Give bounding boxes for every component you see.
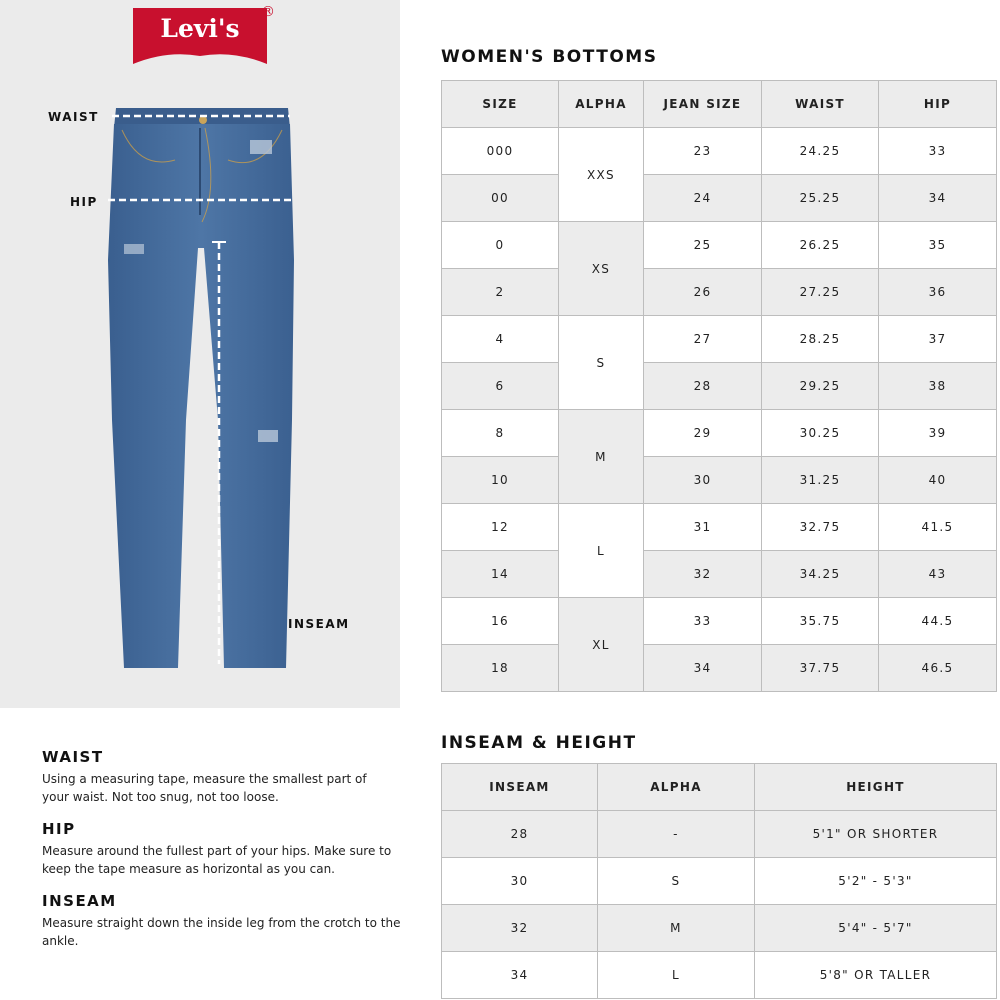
cell-alpha: L bbox=[598, 952, 755, 999]
cell-hip: 40 bbox=[879, 457, 997, 504]
cell-waist: 37.75 bbox=[762, 645, 879, 692]
cell-waist: 27.25 bbox=[762, 269, 879, 316]
cell-jean-size: 23 bbox=[644, 128, 762, 175]
table-row bbox=[442, 316, 997, 363]
cell-jean-size: 28 bbox=[644, 363, 762, 410]
inseam-instruction bbox=[42, 892, 407, 950]
cell-hip: 34 bbox=[879, 175, 997, 222]
cell-size: 12 bbox=[442, 504, 559, 551]
cell-size: 18 bbox=[442, 645, 559, 692]
cell-jean-size: 34 bbox=[644, 645, 762, 692]
cell-alpha: XS bbox=[559, 222, 644, 316]
header-alpha: ALPHA bbox=[598, 764, 755, 811]
cell-size: 2 bbox=[442, 269, 559, 316]
cell-hip: 38 bbox=[879, 363, 997, 410]
cell-height: 5'1" OR SHORTER bbox=[755, 811, 997, 858]
table-row bbox=[442, 222, 997, 269]
table-row bbox=[442, 551, 997, 598]
cell-hip: 36 bbox=[879, 269, 997, 316]
levis-logo-text: Levi's ® bbox=[160, 4, 275, 43]
jeans-photo-panel bbox=[0, 0, 400, 708]
table-row bbox=[442, 128, 997, 175]
cell-inseam: 30 bbox=[442, 858, 598, 905]
waist-instruction bbox=[42, 748, 407, 806]
cell-jean-size: 33 bbox=[644, 598, 762, 645]
cell-size: 00 bbox=[442, 175, 559, 222]
table-row bbox=[442, 363, 997, 410]
cell-waist: 26.25 bbox=[762, 222, 879, 269]
cell-hip: 35 bbox=[879, 222, 997, 269]
cell-height: 5'2" - 5'3" bbox=[755, 858, 997, 905]
waist-instruction-text: Using a measuring tape, measure the smallest part of your waist. Not too snug, not too loose. bbox=[42, 772, 367, 804]
cell-size: 4 bbox=[442, 316, 559, 363]
cell-waist: 32.75 bbox=[762, 504, 879, 551]
cell-height: 5'8" OR TALLER bbox=[755, 952, 997, 999]
cell-inseam: 34 bbox=[442, 952, 598, 999]
cell-size: 6 bbox=[442, 363, 559, 410]
cell-waist: 31.25 bbox=[762, 457, 879, 504]
cell-alpha: XL bbox=[559, 598, 644, 692]
cell-hip: 43 bbox=[879, 551, 997, 598]
header-waist: WAIST bbox=[762, 81, 879, 128]
header-size: SIZE bbox=[442, 81, 559, 128]
table-row bbox=[442, 504, 997, 551]
cell-hip: 37 bbox=[879, 316, 997, 363]
hip-instruction bbox=[42, 820, 407, 878]
table-row bbox=[442, 457, 997, 504]
cell-waist: 35.75 bbox=[762, 598, 879, 645]
table-row bbox=[442, 645, 997, 692]
cell-size: 8 bbox=[442, 410, 559, 457]
cell-inseam: 32 bbox=[442, 905, 598, 952]
table-row bbox=[442, 952, 997, 999]
cell-size: 10 bbox=[442, 457, 559, 504]
inseam-instruction-text: Measure straight down the inside leg from the crotch to the ankle. bbox=[42, 916, 401, 948]
cell-jean-size: 30 bbox=[644, 457, 762, 504]
cell-alpha: S bbox=[559, 316, 644, 410]
waist-instruction-title: WAIST bbox=[42, 748, 104, 766]
table-row bbox=[442, 811, 997, 858]
cell-waist: 24.25 bbox=[762, 128, 879, 175]
cell-jean-size: 29 bbox=[644, 410, 762, 457]
cell-height: 5'4" - 5'7" bbox=[755, 905, 997, 952]
table-row bbox=[442, 410, 997, 457]
cell-jean-size: 24 bbox=[644, 175, 762, 222]
header-inseam: INSEAM bbox=[442, 764, 598, 811]
waist-label: WAIST bbox=[48, 110, 99, 124]
inseam-instruction-title: INSEAM bbox=[42, 892, 117, 910]
header-hip: HIP bbox=[879, 81, 997, 128]
hip-label: HIP bbox=[70, 195, 98, 209]
cell-size: 14 bbox=[442, 551, 559, 598]
cell-size: 0 bbox=[442, 222, 559, 269]
cell-hip: 41.5 bbox=[879, 504, 997, 551]
table-row bbox=[442, 598, 997, 645]
cell-alpha: - bbox=[598, 811, 755, 858]
table-row bbox=[442, 858, 997, 905]
cell-jean-size: 32 bbox=[644, 551, 762, 598]
cell-alpha: M bbox=[559, 410, 644, 504]
header-height: HEIGHT bbox=[755, 764, 997, 811]
cell-jean-size: 26 bbox=[644, 269, 762, 316]
cell-alpha: L bbox=[559, 504, 644, 598]
table-row bbox=[442, 269, 997, 316]
hip-instruction-title: HIP bbox=[42, 820, 76, 838]
cell-hip: 39 bbox=[879, 410, 997, 457]
cell-waist: 25.25 bbox=[762, 175, 879, 222]
cell-alpha: XXS bbox=[559, 128, 644, 222]
inseam-label: INSEAM bbox=[288, 617, 350, 631]
table-row bbox=[442, 905, 997, 952]
cell-alpha: M bbox=[598, 905, 755, 952]
cell-hip: 46.5 bbox=[879, 645, 997, 692]
bottoms-table-title: WOMEN'S BOTTOMS bbox=[441, 47, 658, 67]
cell-inseam: 28 bbox=[442, 811, 598, 858]
jeans-illustration bbox=[0, 0, 400, 708]
table-header-row bbox=[442, 81, 997, 128]
cell-jean-size: 25 bbox=[644, 222, 762, 269]
table-row bbox=[442, 175, 997, 222]
header-alpha: ALPHA bbox=[559, 81, 644, 128]
cell-waist: 30.25 bbox=[762, 410, 879, 457]
cell-waist: 34.25 bbox=[762, 551, 879, 598]
cell-jean-size: 31 bbox=[644, 504, 762, 551]
cell-size: 000 bbox=[442, 128, 559, 175]
inseam-table-title: INSEAM & HEIGHT bbox=[441, 733, 637, 753]
cell-alpha: S bbox=[598, 858, 755, 905]
cell-waist: 29.25 bbox=[762, 363, 879, 410]
cell-jean-size: 27 bbox=[644, 316, 762, 363]
header-jean-size: JEAN SIZE bbox=[644, 81, 762, 128]
cell-hip: 44.5 bbox=[879, 598, 997, 645]
cell-size: 16 bbox=[442, 598, 559, 645]
cell-waist: 28.25 bbox=[762, 316, 879, 363]
hip-instruction-text: Measure around the fullest part of your hips. Make sure to keep the tape measure as horizontal as you can. bbox=[42, 844, 392, 876]
bottoms-size-table bbox=[441, 80, 997, 692]
table-header-row bbox=[442, 764, 997, 811]
cell-hip: 33 bbox=[879, 128, 997, 175]
inseam-height-table bbox=[441, 763, 997, 999]
